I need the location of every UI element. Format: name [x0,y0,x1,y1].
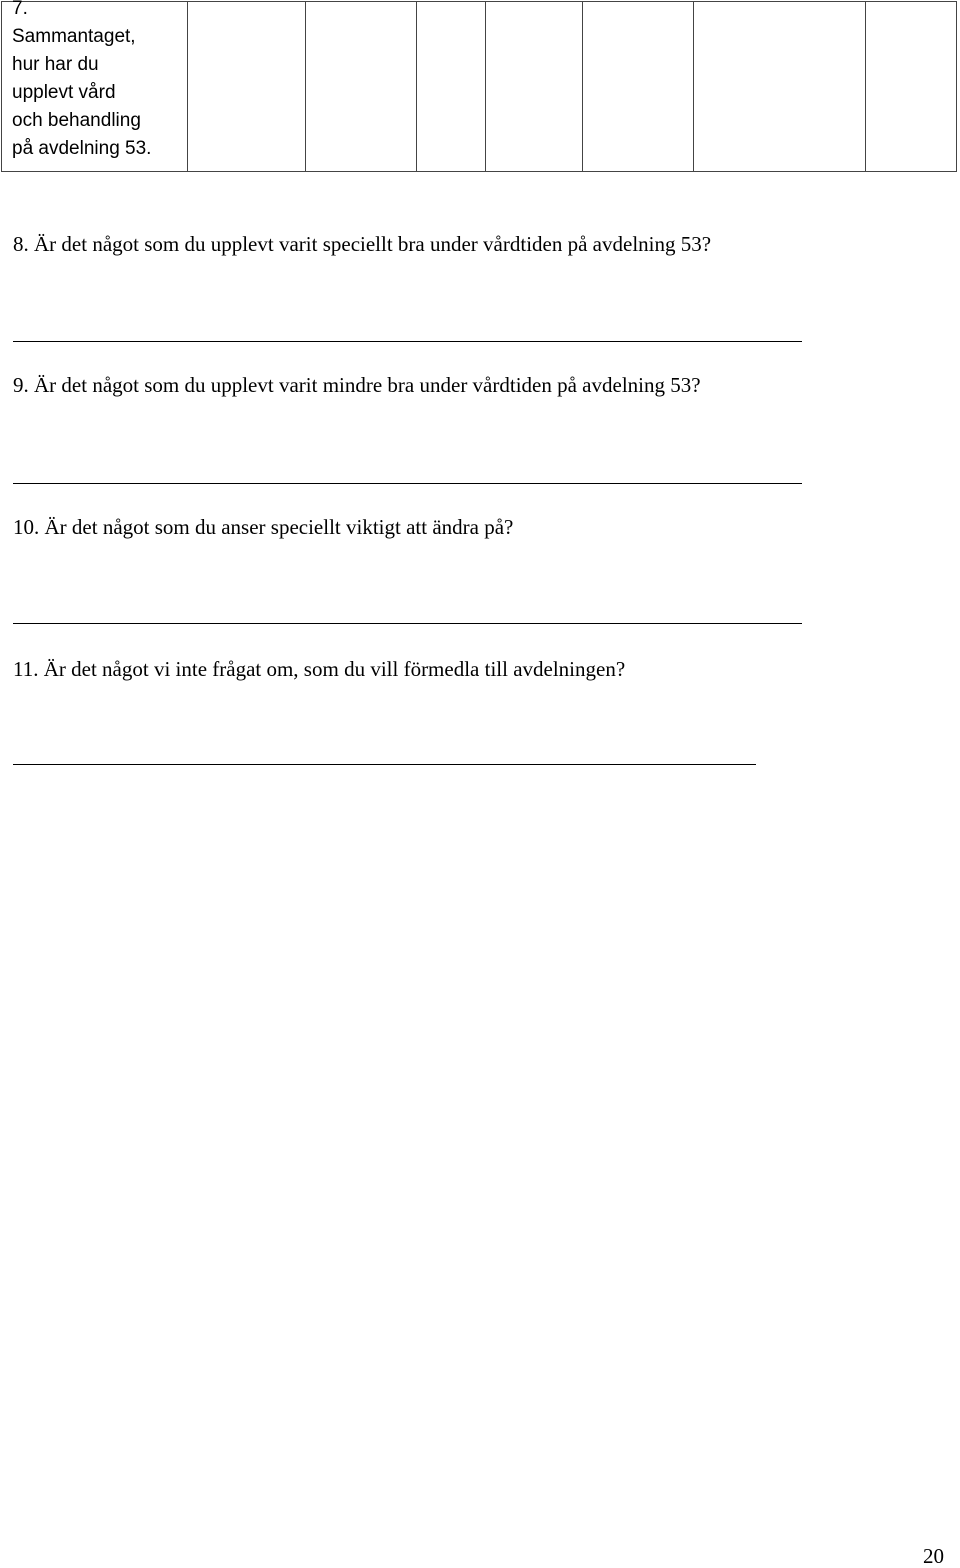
rating-table [1,1,957,172]
rating-cell[interactable] [417,2,486,172]
question-9-text: 9. Är det något som du upplevt varit mindre bra under vårdtiden på avdelning 53? [13,373,701,397]
question-11-text: 11. Är det något vi inte frågat om, som du vill förmedla till avdelningen? [13,657,626,681]
rating-cell[interactable] [583,2,694,172]
question-10-text: 10. Är det något som du anser speciellt viktigt att ändra på? [13,515,514,539]
answer-line-11[interactable] [13,764,756,765]
rating-cell[interactable] [188,2,306,172]
question-7-text: 7. Sammantaget, hur har du upplevt vård och behandling på avdelning 53. [12,0,152,159]
rating-cell[interactable] [866,2,957,172]
rating-cell[interactable] [694,2,866,172]
question-7-cell [2,2,188,172]
answer-line-8[interactable] [13,341,802,342]
page-number: 20 [923,1544,944,1568]
question-8-text: 8. Är det något som du upplevt varit speciellt bra under vårdtiden på avdelning 53? [13,232,712,256]
answer-line-9[interactable] [13,483,802,484]
answer-line-10[interactable] [13,623,802,624]
rating-cell[interactable] [486,2,583,172]
rating-cell[interactable] [306,2,417,172]
